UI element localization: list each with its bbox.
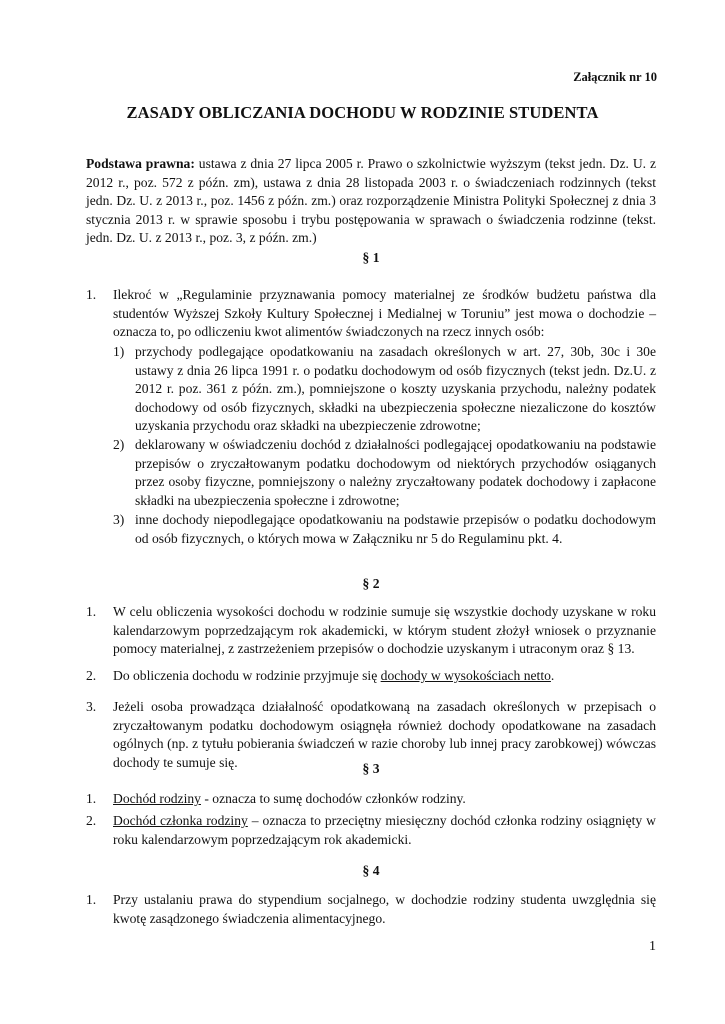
underlined-term: Dochód rodziny xyxy=(113,791,201,806)
section-2-item-1 xyxy=(86,603,656,659)
legal-basis-label: Podstawa prawna: xyxy=(86,156,195,171)
page-number: 1 xyxy=(649,939,656,954)
section-2-item-2 xyxy=(86,667,656,686)
section-2-heading: § 2 xyxy=(362,576,380,591)
item-number: 1. xyxy=(86,791,97,806)
section-1-subitem-3 xyxy=(113,511,656,548)
item-text: W celu obliczenia wysokości dochodu w rodzinie sumuje się wszystkie dochody uzyskane w roku kalendarzowym poprzedzającym rok akademicki, w którym student złożył wniosek o przyznanie pomocy materialnej, z zastrzeżeniem przepisów o dochodzie uzyskanym i utraconym oraz § 13. xyxy=(113,604,656,657)
section-1-subitem-1 xyxy=(113,343,656,436)
subitem-number: 2) xyxy=(113,437,125,452)
underlined-term: Dochód członka rodziny xyxy=(113,813,248,828)
subitem-number: 3) xyxy=(113,512,125,527)
section-1-subitem-2 xyxy=(113,436,656,510)
item-text: Do obliczenia dochodu w rodzinie przyjmuje się dochody w wysokościach netto. xyxy=(113,668,555,683)
subitem-text: przychody podlegające opodatkowaniu na zasadach określonych w art. 27, 30b, 30c i 30e ustawy z dnia 26 lipca 1991 r. o podatku dochodowym od osób fizycznych (tekst jedn. Dz.U. z 2012 r. poz. 361 z późn. zm.), pomniejszone o koszty uzyskania przychodu, należny podatek dochodowy od osób fizycznych, składki na ubezpieczenia społeczne niezaliczone do kosztów uzyskania przychodu oraz składki na ubezpieczenie zdrowotne; xyxy=(135,344,656,434)
item-number: 3. xyxy=(86,699,97,714)
item-text: Ilekroć w „Regulaminie przyznawania pomocy materialnej ze środków budżetu państwa dla studentów Wyższej Szkoły Kultury Społecznej i Medialnej w Toruniu” jest mowa o dochodzie – oznacza to, po odliczeniu kwot alimentów świadczonych na rzecz innych osób: xyxy=(113,287,656,340)
item-text: Jeżeli osoba prowadząca działalność opodatkowaną na zasadach określonych w przepisach o zryczałtowanym podatku dochodowym osiągnęła również dochody opodatkowane na zasadach ogólnych (np. z tytułu pobierania świadczeń w razie choroby lub innej pracy zarobkowej) wówczas dochody te sumuje się. xyxy=(113,699,656,770)
item-number: 1. xyxy=(86,892,97,907)
underlined-term: dochody w wysokościach netto xyxy=(380,668,551,683)
subitem-text: deklarowany w oświadczeniu dochód z działalności podlegającej opodatkowaniu na podstawie przepisów o zryczałtowanym podatku dochodowym od niektórych przychodów osiąganych przez osoby fizyczne, pomniejszony o należny zryczałtowany podatek dochodowy i zapłacone składki na ubezpieczenia społeczne i zdrowotne; xyxy=(135,437,656,508)
section-4-heading: § 4 xyxy=(362,863,380,878)
item-number: 1. xyxy=(86,287,97,302)
section-1-item-1 xyxy=(86,286,656,342)
subitem-text: inne dochody niepodlegające opodatkowaniu na podstawie przepisów o podatku dochodowym od osób fizycznych, o których mowa w Załączniku nr 5 do Regulaminu pkt. 4. xyxy=(135,512,656,546)
subitem-number: 1) xyxy=(113,344,125,359)
item-text: Przy ustalaniu prawa do stypendium socjalnego, w dochodzie rodziny studenta uwzględnia się kwotę zasądzonego świadczenia alimentacyjnego. xyxy=(113,892,656,926)
annex-label: Załącznik nr 10 xyxy=(573,70,657,84)
section-4-item-1 xyxy=(86,891,656,928)
section-3-item-1 xyxy=(86,790,656,809)
legal-basis-text: ustawa z dnia 27 lipca 2005 r. Prawo o szkolnictwie wyższym (tekst jedn. Dz. U. z 2012 r., poz. 572 z późn. zm), ustawa z dnia 28 listopada 2003 r. o świadczeniach rodzinnych (tekst jedn. Dz. U. z 2013 r., poz. 1456 z późn. zm.) oraz rozporządzenie Ministra Polityki Społecznej z dnia 3 stycznia 2013 r. w sprawie sposobu i trybu postępowania w sprawach o świadczenia rodzinne (tekst. jedn. Dz. U. z 2013 r., poz. 3, z późn. zm.) xyxy=(86,156,656,246)
item-number: 2. xyxy=(86,813,97,828)
section-3-item-2 xyxy=(86,812,656,849)
section-1-heading: § 1 xyxy=(362,250,380,265)
document-title: ZASADY OBLICZANIA DOCHODU W RODZINIE STUDENTA xyxy=(126,103,599,122)
item-text: Dochód rodziny - oznacza to sumę dochodów członków rodziny. xyxy=(113,791,466,806)
item-number: 1. xyxy=(86,604,97,619)
legal-basis-paragraph xyxy=(86,155,656,248)
item-number: 2. xyxy=(86,668,97,683)
section-3-heading: § 3 xyxy=(362,761,380,776)
item-text: Dochód członka rodziny – oznacza to przeciętny miesięczny dochód członka rodziny osiągnięty w roku kalendarzowym poprzedzającym rok akademicki. xyxy=(113,813,656,847)
